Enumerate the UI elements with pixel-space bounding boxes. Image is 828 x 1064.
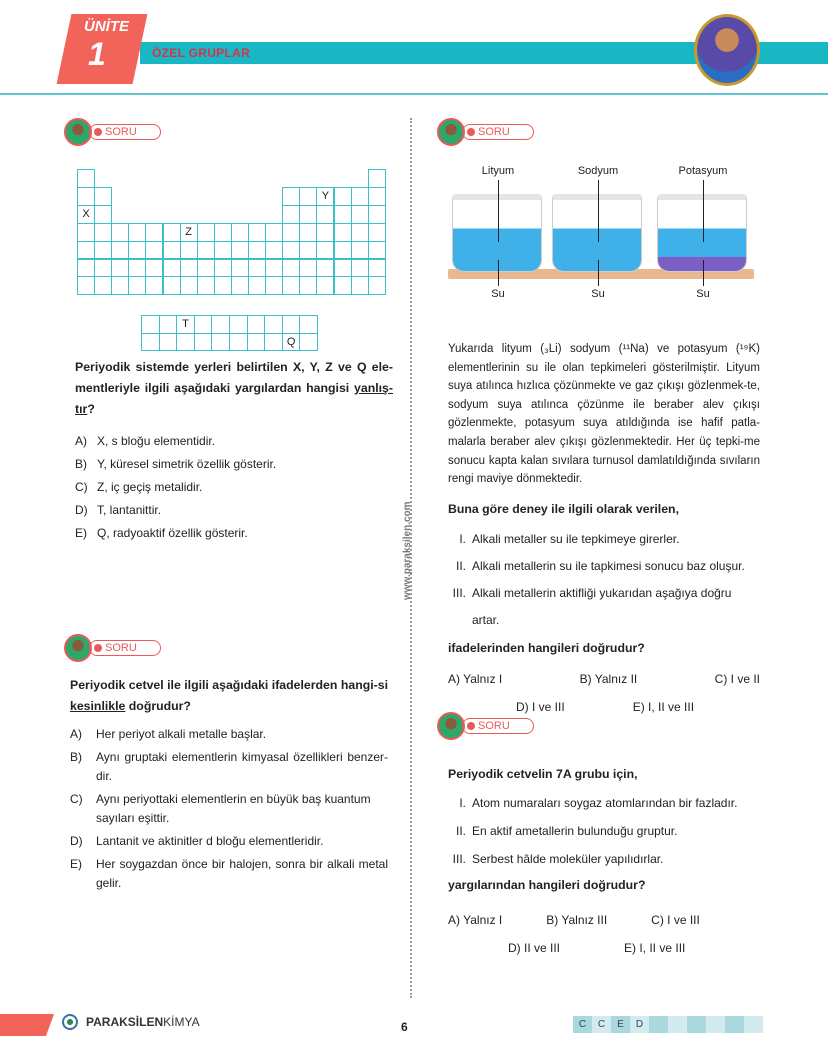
q2-stem (70, 675, 388, 717)
table-cell: X (77, 205, 95, 224)
statement (448, 789, 760, 817)
q3-statements (448, 526, 760, 634)
f-block-cell (247, 315, 266, 334)
soru-badge (437, 118, 534, 146)
unit-number: 1 (88, 36, 106, 72)
table-cell (231, 223, 249, 242)
label-sodium: Sodyum (577, 165, 619, 177)
option[interactable] (75, 453, 393, 476)
table-cell (180, 241, 198, 260)
statement-text: Atom numaraları soygaz atomlarından bir fazladır. (472, 796, 738, 810)
table-cell (111, 223, 129, 242)
f-block-cell: Q (282, 333, 301, 352)
table-cell (145, 276, 163, 295)
statement (448, 553, 760, 580)
reaction-figure (440, 150, 770, 310)
table-cell (248, 241, 266, 260)
table-cell (128, 276, 146, 295)
choice[interactable]: D) I ve III (516, 699, 565, 714)
arrow-up (703, 180, 704, 242)
statement-text: Alkali metallerin su ile tapkimesi sonucu baz oluşur. (472, 558, 745, 573)
table-cell (334, 223, 352, 242)
f-block-cell (176, 333, 195, 352)
soru-label: SORU (478, 126, 510, 138)
author-avatar (694, 14, 760, 86)
table-cell (351, 259, 369, 278)
table-cell (368, 205, 386, 224)
table-cell (231, 241, 249, 260)
table-cell (248, 259, 266, 278)
table-cell (282, 276, 300, 295)
table-cell (316, 205, 334, 224)
q1-stem (75, 357, 393, 420)
table-cell (180, 259, 198, 278)
table-cell (351, 187, 369, 206)
q4-block (448, 764, 760, 966)
table-cell (77, 169, 95, 188)
table-cell (351, 276, 369, 295)
statement (448, 845, 760, 873)
arrow-down (703, 260, 704, 286)
choice[interactable]: A) Yalnız I (448, 671, 503, 686)
q1-stem-underlined: yanlış-tır (75, 381, 393, 416)
table-cell (163, 241, 181, 260)
character-icon (64, 118, 92, 146)
option-text: Z, iç geçiş metalidir. (97, 480, 203, 494)
q2-stem-underlined: kesinlikle (70, 699, 126, 713)
f-block-cell (229, 333, 248, 352)
table-cell (214, 241, 232, 260)
table-cell (351, 223, 369, 242)
choice-row (448, 669, 760, 689)
choice[interactable]: B) Yalnız III (546, 913, 608, 927)
option-letter: C) (75, 480, 88, 494)
table-cell (94, 205, 112, 224)
q1-block (75, 357, 393, 545)
table-cell (214, 276, 232, 295)
statement-number: I. (459, 796, 466, 810)
f-block-cell (282, 315, 301, 334)
answer-cell: C (592, 1016, 611, 1033)
table-cell (77, 259, 95, 278)
table-cell (197, 276, 215, 295)
option[interactable] (75, 522, 393, 545)
soru-label: SORU (105, 642, 137, 654)
table-cell (282, 187, 300, 206)
table-cell (265, 241, 283, 260)
answer-cell (706, 1016, 725, 1033)
f-block-cell (299, 315, 318, 334)
label-water: Su (591, 288, 605, 300)
option-text: T, lantanittir. (97, 503, 162, 517)
q2-stem-text: Periyodik cetvel ile ilgili aşağıdaki ifadelerden hangi-si (70, 678, 388, 692)
q3-stem: Buna göre deney ile ilgili olarak verilen, (448, 501, 679, 516)
table-cell (94, 187, 112, 206)
f-block-cell (264, 315, 283, 334)
q4-statements (448, 789, 760, 873)
statement-text: Alkali metaller su ile tepkimeye girerler. (472, 531, 680, 546)
answer-cell: E (611, 1016, 630, 1033)
option-text: X, s bloğu elementidir. (97, 434, 216, 448)
table-cell (94, 241, 112, 260)
option-letter: E) (70, 857, 82, 871)
beaker-sodium (552, 194, 642, 272)
q4-ask: yargılarından hangileri doğrudur? (448, 878, 646, 892)
choice-row (448, 910, 760, 930)
statement (448, 526, 760, 553)
statement-text: En aktif ametallerin bulunduğu gruptur. (472, 824, 678, 838)
table-cell (368, 169, 386, 188)
answer-cell: C (573, 1016, 592, 1033)
answer-cell (687, 1016, 706, 1033)
statement (448, 580, 760, 634)
statement-text: Alkali metallerin aktifliği yukarıdan aşağıya doğru artar. (472, 585, 732, 627)
table-cell (334, 276, 352, 295)
table-cell (163, 223, 181, 242)
f-block-cell (141, 333, 160, 352)
arrow-down (598, 260, 599, 286)
table-cell (334, 241, 352, 260)
table-cell (180, 276, 198, 295)
header-divider (0, 93, 828, 95)
choice[interactable]: C) I ve II (714, 671, 760, 686)
character-icon (437, 118, 465, 146)
option-letter: A) (75, 434, 87, 448)
arrow-up (598, 180, 599, 242)
beaker-lithium (452, 194, 542, 272)
table-cell (368, 276, 386, 295)
table-cell (214, 223, 232, 242)
table-cell (197, 259, 215, 278)
answer-key (573, 1016, 763, 1033)
table-cell (111, 259, 129, 278)
q1-options (75, 430, 393, 545)
table-cell (299, 205, 317, 224)
choice[interactable]: E) I, II ve III (624, 941, 686, 955)
f-block-cell (159, 315, 178, 334)
q3-paragraph: Yukarıda lityum (₃Li) sodyum (¹¹Na) ve potasyum (¹⁹K) elementlerinin su ile olan tepkimeleri gösterilmiştir. Lityum suya atılınca hızlıca çözünmekte ve gaz çıkışı gözlenmek-te, sodyum suya atılınca çözünme ile beraber alev çıkışı gözlenmekte, potasyum suya atıldığında ise hafif patla-malarla beraber alev çıkışı gözlenmektedir. Her üç tepki-me sonucu kapta kalan sıvılara turnusol damlatıldığında sıvıların rengi maviye dönmektedir. (448, 343, 760, 486)
table-cell (265, 276, 283, 295)
soru-badge (64, 118, 161, 146)
statement-number: II. (455, 558, 466, 573)
dot-icon (467, 722, 475, 730)
soru-label: SORU (105, 126, 137, 138)
table-cell (248, 276, 266, 295)
f-block-cell (194, 315, 213, 334)
choice[interactable]: B) Yalnız II (579, 671, 638, 686)
answer-cell (668, 1016, 687, 1033)
option-letter: B) (70, 750, 82, 764)
option[interactable] (75, 430, 393, 453)
brand-name (86, 1015, 200, 1029)
table-cell (77, 223, 95, 242)
answer-cell: D (630, 1016, 649, 1033)
q2-block (70, 675, 388, 893)
table-cell (77, 276, 95, 295)
table-cell (197, 223, 215, 242)
statement-number: I. (459, 531, 466, 546)
statement-number: II. (455, 824, 466, 838)
option-text: Her soygazdan önce bir halojen, sonra bir alkali metal gelir. (96, 857, 388, 890)
option[interactable] (75, 476, 393, 499)
brand-light: KİMYA (163, 1015, 200, 1029)
dot-icon (94, 128, 102, 136)
table-cell: Z (180, 223, 198, 242)
soru-badge (64, 634, 161, 662)
character-icon (437, 712, 465, 740)
f-block-cell (194, 333, 213, 352)
table-cell (334, 205, 352, 224)
table-cell (299, 187, 317, 206)
table-cell (282, 259, 300, 278)
table-cell (145, 259, 163, 278)
table-cell (94, 259, 112, 278)
soru-badge (437, 712, 534, 740)
table-cell (316, 259, 334, 278)
table-cell (334, 187, 352, 206)
f-block-cell (229, 315, 248, 334)
table-cell (111, 241, 129, 260)
table-cell (231, 276, 249, 295)
option-text: Y, küresel simetrik özellik gösterir. (97, 457, 277, 471)
table-cell (368, 259, 386, 278)
option-letter: E) (75, 526, 87, 540)
arrow-down (498, 260, 499, 286)
q2-options (70, 725, 388, 893)
f-block-cell (299, 333, 318, 352)
option-text: Lantanit ve aktinitler d bloğu elementleridir. (96, 834, 324, 848)
statement (448, 817, 760, 845)
table-cell (77, 241, 95, 260)
answer-cell (725, 1016, 744, 1033)
choice[interactable]: E) I, II ve III (632, 699, 695, 714)
table-cell (368, 223, 386, 242)
table-cell (282, 223, 300, 242)
table-cell (265, 223, 283, 242)
brand-logo-icon (62, 1014, 78, 1030)
choice-row (448, 938, 760, 958)
table-cell (368, 187, 386, 206)
table-cell (334, 259, 352, 278)
table-cell (128, 223, 146, 242)
table-cell (163, 259, 181, 278)
side-url: www.paraksilen.com (402, 501, 413, 600)
table-cell (299, 276, 317, 295)
dot-icon (94, 644, 102, 652)
character-icon (64, 634, 92, 662)
beaker-potassium (657, 194, 747, 272)
table-cell (214, 259, 232, 278)
option-letter: B) (75, 457, 87, 471)
f-block-cell (211, 333, 230, 352)
q4-stem: Periyodik cetvelin 7A grubu için, (448, 767, 638, 781)
answer-cell (744, 1016, 763, 1033)
q1-stem-text: Periyodik sistemde yerleri belirtilen X, Y, Z ve Q ele-mentleriyle ilgili aşağıdaki yargılardan hangisi (75, 360, 393, 395)
footer-accent (0, 1014, 54, 1036)
table-cell (248, 223, 266, 242)
dot-icon (467, 128, 475, 136)
table-cell (316, 223, 334, 242)
q2-stem-end: doğrudur? (125, 699, 191, 713)
table-cell (265, 259, 283, 278)
label-lithium: Lityum (481, 165, 515, 177)
option-text: Aynı periyottaki elementlerin en büyük baş kuantum sayıları eşittir. (96, 792, 371, 825)
statement-number: III. (452, 852, 466, 866)
f-block-cell (141, 315, 160, 334)
q1-stem-end: ? (87, 402, 95, 416)
statement-text: Serbest hâlde moleküler yapılıdırlar. (472, 852, 664, 866)
unit-word: ÜNİTE (84, 18, 129, 35)
table-cell (163, 276, 181, 295)
table-cell: Y (316, 187, 334, 206)
table-cell (282, 241, 300, 260)
statement-number: III. (452, 585, 466, 600)
table-cell (316, 276, 334, 295)
table-cell (351, 241, 369, 260)
soru-label: SORU (478, 720, 510, 732)
option-letter: C) (70, 792, 83, 806)
page-number: 6 (401, 1020, 408, 1034)
table-cell (299, 223, 317, 242)
f-block-cell (211, 315, 230, 334)
f-block-cell (159, 333, 178, 352)
table-cell (299, 241, 317, 260)
option[interactable] (70, 855, 388, 893)
q3-block (448, 340, 760, 725)
option[interactable] (75, 499, 393, 522)
table-cell (351, 205, 369, 224)
option-letter: D) (70, 834, 83, 848)
table-cell (145, 241, 163, 260)
option[interactable] (70, 748, 388, 786)
option-text: Q, radyoaktif özellik gösterir. (97, 526, 248, 540)
table-cell (77, 187, 95, 206)
table-cell (231, 259, 249, 278)
answer-cell (649, 1016, 668, 1033)
option[interactable] (70, 725, 388, 744)
table-cell (368, 241, 386, 260)
choice[interactable]: C) I ve III (651, 913, 700, 927)
table-cell (299, 259, 317, 278)
table-cell (94, 276, 112, 295)
option[interactable] (70, 832, 388, 851)
f-block-cell (264, 333, 283, 352)
label-potassium: Potasyum (678, 165, 728, 177)
q3-ask: ifadelerinden hangileri doğrudur? (448, 640, 645, 655)
arrow-up (498, 180, 499, 242)
option-letter: D) (75, 503, 88, 517)
f-block-cell (247, 333, 266, 352)
table-cell (282, 205, 300, 224)
table-cell (94, 223, 112, 242)
brand-bold: PARAKSİLEN (86, 1015, 164, 1029)
f-block-cell: T (176, 315, 195, 334)
table-cell (316, 241, 334, 260)
table-cell (197, 241, 215, 260)
label-water: Su (491, 288, 505, 300)
table-cell (128, 241, 146, 260)
label-water: Su (696, 288, 710, 300)
table-cell (111, 276, 129, 295)
choice[interactable]: D) II ve III (508, 941, 561, 955)
option-text: Aynı gruptaki elementlerin kimyasal özellikleri benzer-dir. (96, 750, 388, 783)
option-letter: A) (70, 727, 82, 741)
choice[interactable]: A) Yalnız I (448, 913, 503, 927)
option-text: Her periyot alkali metalle başlar. (96, 727, 267, 741)
table-cell (128, 259, 146, 278)
table-cell (145, 223, 163, 242)
section-title: ÖZEL GRUPLAR (152, 46, 251, 60)
option[interactable] (70, 790, 388, 828)
